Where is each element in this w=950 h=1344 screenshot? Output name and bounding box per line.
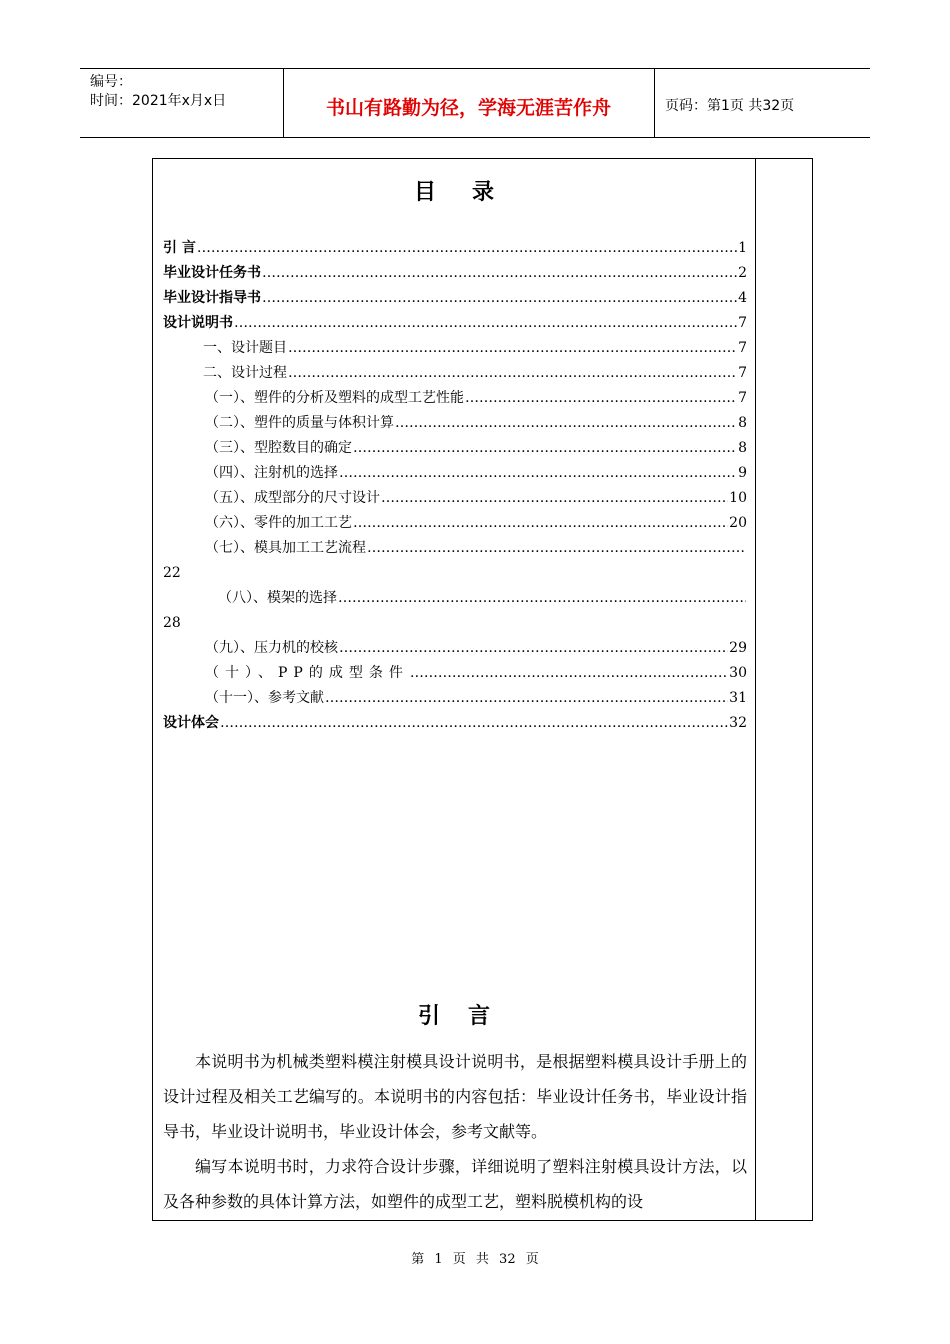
toc-entry[interactable]: [163, 512, 747, 537]
toc-entry-label: （九）、压力机的校核: [205, 640, 338, 656]
toc-entry[interactable]: [163, 437, 747, 462]
toc-title: 目录: [413, 179, 530, 205]
toc-entry-label: （七）、模具加工工艺流程: [205, 540, 366, 556]
toc-leader-dots: [234, 312, 737, 334]
toc-entry[interactable]: [163, 712, 747, 737]
toc-entry[interactable]: [163, 287, 747, 312]
toc-entry[interactable]: [163, 237, 747, 262]
toc-entry-page: 32: [729, 715, 747, 731]
page-footer: 第 1 页 共 32 页: [411, 1252, 539, 1267]
frame-side-divider: [755, 159, 756, 1220]
toc-leader-dots: [395, 412, 737, 434]
toc-entry-label: 二、设计过程: [203, 365, 287, 381]
toc-entry[interactable]: [163, 662, 747, 687]
toc-entry-label: （十一）、参考文献: [205, 690, 324, 706]
toc-entry[interactable]: [163, 537, 747, 562]
intro-title: 引言: [417, 1003, 518, 1029]
toc-entry-label: 设计说明书: [163, 315, 233, 331]
intro-paragraph: 编写本说明书时，力求符合设计步骤，详细说明了塑料注射模具设计方法，以及各种参数的具体计算方法，如塑件的成型工艺，塑料脱模机构的设: [163, 1157, 747, 1211]
toc-entry-label: （三）、型腔数目的确定: [205, 440, 352, 456]
toc-entry[interactable]: [163, 412, 747, 437]
toc-entry-label: 一、设计题目: [203, 340, 287, 356]
header-motto-cell: [283, 69, 655, 137]
toc-entry[interactable]: [163, 262, 747, 287]
toc-entry[interactable]: [163, 637, 747, 662]
toc-entry-page: 7: [738, 390, 747, 406]
toc-entry-page: 2: [738, 265, 747, 281]
document-header: [80, 68, 870, 138]
toc-entry-page-wrapped: 22: [163, 565, 181, 581]
toc-entry-page: 31: [729, 690, 747, 706]
toc-entry[interactable]: [163, 362, 747, 387]
intro-body: [163, 1044, 747, 1219]
header-motto: 书山有路勤为径，学海无涯苦作舟: [325, 97, 611, 119]
toc-leader-dots: [262, 287, 737, 309]
toc-leader-dots: [262, 262, 737, 284]
toc-leader-dots: [288, 337, 737, 359]
table-of-contents: [163, 237, 747, 737]
toc-entry-page: 7: [738, 365, 747, 381]
header-meta-cell: [80, 69, 284, 137]
content-frame: [152, 158, 813, 1221]
toc-leader-dots: [381, 487, 728, 509]
toc-entry-label: （二）、塑件的质量与体积计算: [205, 415, 394, 431]
toc-entry-label: （一）、塑件的分析及塑料的成型工艺性能: [205, 390, 464, 406]
toc-leader-dots: [197, 237, 737, 259]
toc-entry[interactable]: [163, 387, 747, 412]
toc-entry-label: （五）、成型部分的尺寸设计: [205, 490, 380, 506]
toc-entry-page: 4: [738, 290, 747, 306]
toc-leader-dots: [353, 512, 728, 534]
toc-entry-label: （六）、零件的加工工艺: [205, 515, 352, 531]
toc-entry[interactable]: [163, 687, 747, 712]
toc-entry-label: 设计体会: [163, 715, 219, 731]
toc-entry[interactable]: [163, 487, 747, 512]
toc-leader-dots: [339, 637, 728, 659]
toc-entry-page: 9: [738, 465, 747, 481]
toc-leader-dots: [339, 462, 737, 484]
document-time-label: 时间：2021年x月x日: [90, 93, 227, 109]
toc-entry-page: 10: [729, 490, 747, 506]
toc-entry-label: 引 言: [163, 240, 196, 256]
document-number-label: 编号：: [90, 74, 132, 90]
toc-entry[interactable]: [163, 462, 747, 487]
toc-entry[interactable]: [163, 312, 747, 337]
toc-entry-label: 毕业设计任务书: [163, 265, 261, 281]
toc-leader-dots: [410, 662, 728, 684]
intro-paragraph: 本说明书为机械类塑料模注射模具设计说明书，是根据塑料模具设计手册上的设计过程及相关工艺编写的。本说明书的内容包括：毕业设计任务书，毕业设计指导书，毕业设计说明书，毕业设计体会，参考文献等。: [163, 1052, 747, 1141]
toc-entry-page: 8: [738, 415, 747, 431]
toc-leader-dots: [325, 687, 728, 709]
toc-entry-label: （八）、模架的选择: [218, 590, 337, 606]
toc-leader-dots: [367, 537, 746, 559]
toc-entry-page: 1: [738, 240, 747, 256]
toc-entry[interactable]: [163, 587, 747, 612]
toc-entry-page-wrapped: 28: [163, 615, 181, 631]
header-page-cell: [655, 69, 870, 137]
toc-entry-page: 20: [729, 515, 747, 531]
toc-leader-dots: [465, 387, 737, 409]
toc-entry-page: 7: [738, 340, 747, 356]
toc-entry-page: 8: [738, 440, 747, 456]
toc-leader-dots: [353, 437, 737, 459]
toc-leader-dots: [338, 587, 746, 609]
header-page-info: 页码：第1页 共32页: [665, 98, 795, 114]
toc-entry-page: 29: [729, 640, 747, 656]
toc-entry-page: 7: [738, 315, 747, 331]
toc-entry[interactable]: [163, 337, 747, 362]
toc-entry-label: （十）、PP的成型条件: [205, 665, 409, 681]
toc-entry-page: 30: [729, 665, 747, 681]
toc-leader-dots: [288, 362, 737, 384]
toc-leader-dots: [220, 712, 728, 734]
toc-entry-label: （四）、注射机的选择: [205, 465, 338, 481]
toc-entry-label: 毕业设计指导书: [163, 290, 261, 306]
